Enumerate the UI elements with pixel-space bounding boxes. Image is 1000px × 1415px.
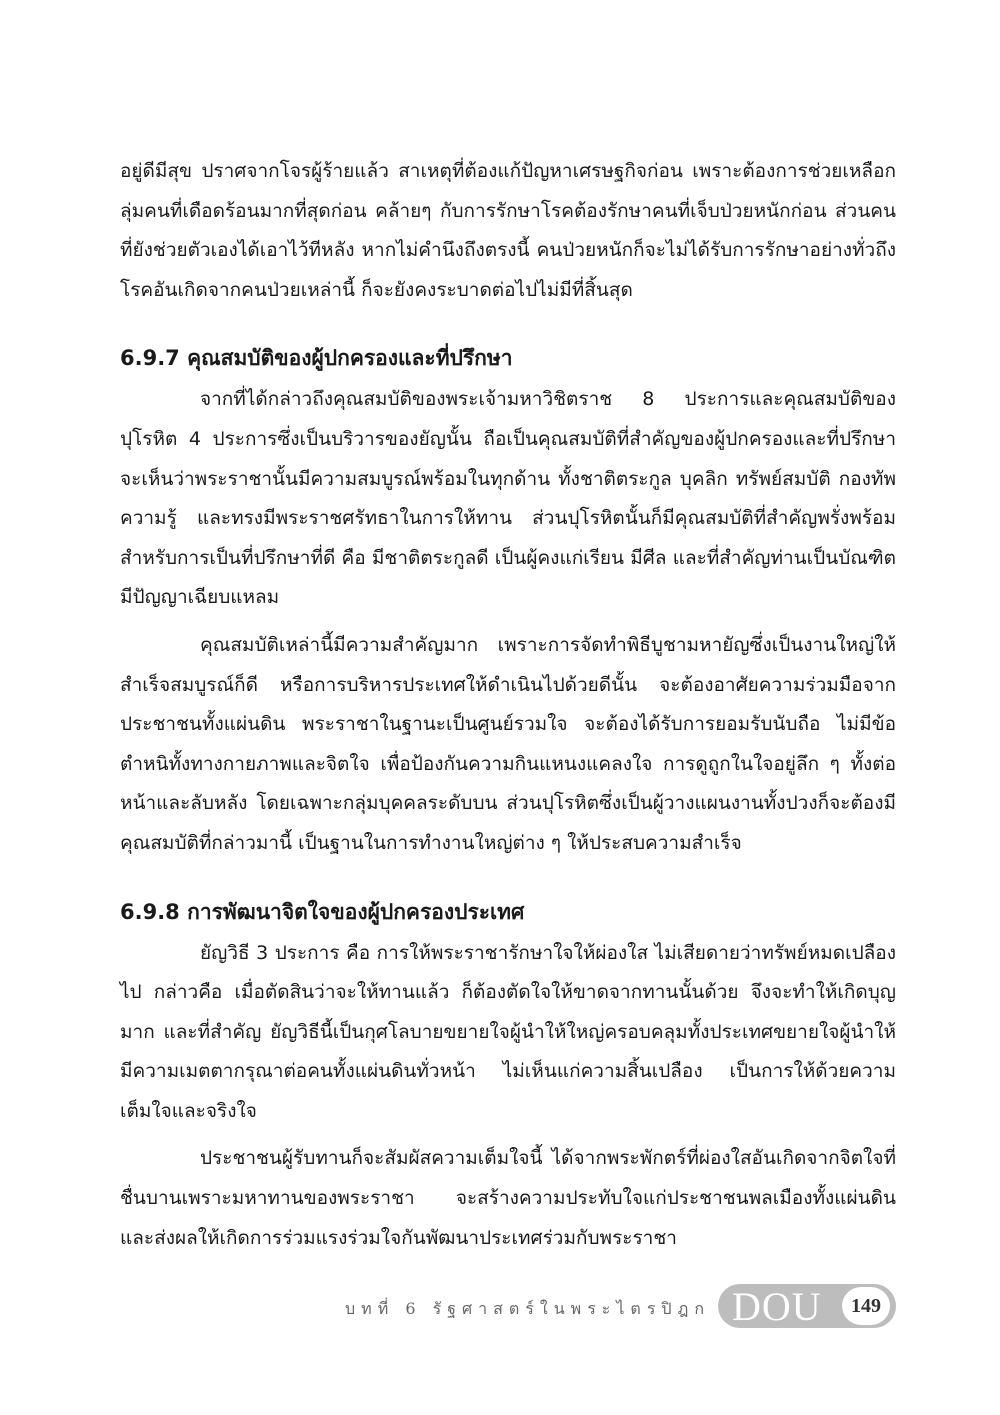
page-number: 149	[851, 1295, 881, 1317]
section-6-9-8-paragraph-2: ประชาชนผู้รับทานก็จะสัมผัสความเต็มใจนี้ ได้จากพระพักตร์ที่ผ่องใสอันเกิดจากจิตใจที่ชื่นบานเพราะมหาทานของพระราชา จะสร้างความประทับใจแก่ประชาชนพลเมืองทั้งแผ่นดิน และส่งผลให้เกิดการร่วมแรงร่วมใจกันพัฒนาประเทศร่วมกับพระราชา	[120, 1147, 896, 1249]
intro-paragraph: อยู่ดีมีสุข ปราศจากโจรผู้ร้ายแล้ว สาเหตุที่ต้องแก้ปัญหาเศรษฐกิจก่อน เพราะต้องการช่วยเหลือกลุ่มคนที่เดือดร้อนมากที่สุดก่อน คล้ายๆ กับการรักษาโรคต้องรักษาคนที่เจ็บป่วยหนักก่อน ส่วนคนที่ยังช่วยตัวเองได้เอาไว้ทีหลัง หากไม่คำนึงถึงตรงนี้ คนป่วยหนักก็จะไม่ได้รับการรักษาอย่างทั่วถึง โรคอันเกิดจากคนป่วยเหล่านี้ ก็จะยังคงระบาดต่อไปไม่มีที่สิ้นสุด	[120, 160, 896, 301]
section-heading-6-9-7: 6.9.7 คุณสมบัติของผู้ปกครองและที่ปรึกษา	[120, 346, 513, 371]
page-number-circle	[842, 1287, 890, 1325]
page-content	[120, 152, 896, 1258]
page-footer	[0, 1281, 1000, 1335]
section-heading-6-9-8: 6.9.8 การพัฒนาจิตใจของผู้ปกครองประเทศ	[120, 899, 525, 924]
section-6-9-7-paragraph-1: จากที่ได้กล่าวถึงคุณสมบัติของพระเจ้ามหาวิชิตราช 8 ประการและคุณสมบัติของปุโรหิต 4 ประการซึ่งเป็นบริวารของยัญนั้น ถือเป็นคุณสมบัติที่สำคัญของผู้ปกครองและที่ปรึกษา จะเห็นว่าพระราชานั้นมีความสมบูรณ์พร้อมในทุกด้าน ทั้งชาติตระกูล บุคลิก ทรัพย์สมบัติ กองทัพ ความรู้ และทรงมีพระราชศรัทธาในการให้ทาน ส่วนปุโรหิตนั้นก็มีคุณสมบัติที่สำคัญพรั่งพร้อมสำหรับการเป็นที่ปรึกษาที่ดี คือ มีชาติตระกูลดี เป็นผู้คงแก่เรียน มีศีล และที่สำคัญท่านเป็นบัณฑิตมีปัญญาเฉียบแหลม	[120, 388, 896, 609]
chapter-title: บทที่ 6 รัฐศาสตร์ในพระไตรปิฎก	[344, 1299, 710, 1318]
section-6-9-7-paragraph-2: คุณสมบัติเหล่านี้มีความสำคัญมาก เพราะการจัดทำพิธีบูชามหายัญซึ่งเป็นงานใหญ่ให้สำเร็จสมบูรณ์ก็ดี หรือการบริหารประเทศให้ดำเนินไปด้วยดีนั้น จะต้องอาศัยความร่วมมือจากประชาชนทั้งแผ่นดิน พระราชาในฐานะเป็นศูนย์รวมใจ จะต้องได้รับการยอมรับนับถือ ไม่มีข้อตำหนิทั้งทางกายภาพและจิตใจ เพื่อป้องกันความกินแหนงแคลงใจ การดูถูกในใจอยู่ลึก ๆ ทั้งต่อหน้าและลับหลัง โดยเฉพาะกลุ่มบุคคลระดับบน ส่วนปุโรหิตซึ่งเป็นผู้วางแผนงานทั้งปวงก็จะต้องมีคุณสมบัติที่กล่าวมานี้ เป็นฐานในการทำงานใหญ่ต่าง ๆ ให้ประสบความสำเร็จ	[120, 633, 896, 854]
section-6-9-8-paragraph-1: ยัญวิธี 3 ประการ คือ การให้พระราชารักษาใจให้ผ่องใส ไม่เสียดายว่าทรัพย์หมดเปลืองไป กล่าวคือ เมื่อตัดสินว่าจะให้ทานแล้ว ก็ต้องตัดใจให้ขาดจากทานนั้นด้วย จึงจะทำให้เกิดบุญมาก และที่สำคัญ ยัญวิธีนี้เป็นกุศโลบายขยายใจผู้นำให้ใหญ่ครอบคลุมทั้งประเทศขยายใจผู้นำให้มีความเมตตากรุณาต่อคนทั้งแผ่นดินทั่วหน้า ไม่เห็นแก่ความสิ้นเปลือง เป็นการให้ด้วยความเต็มใจและจริงใจ	[120, 941, 896, 1122]
brand-logo: DOU	[732, 1284, 822, 1329]
dou-badge	[718, 1284, 896, 1328]
